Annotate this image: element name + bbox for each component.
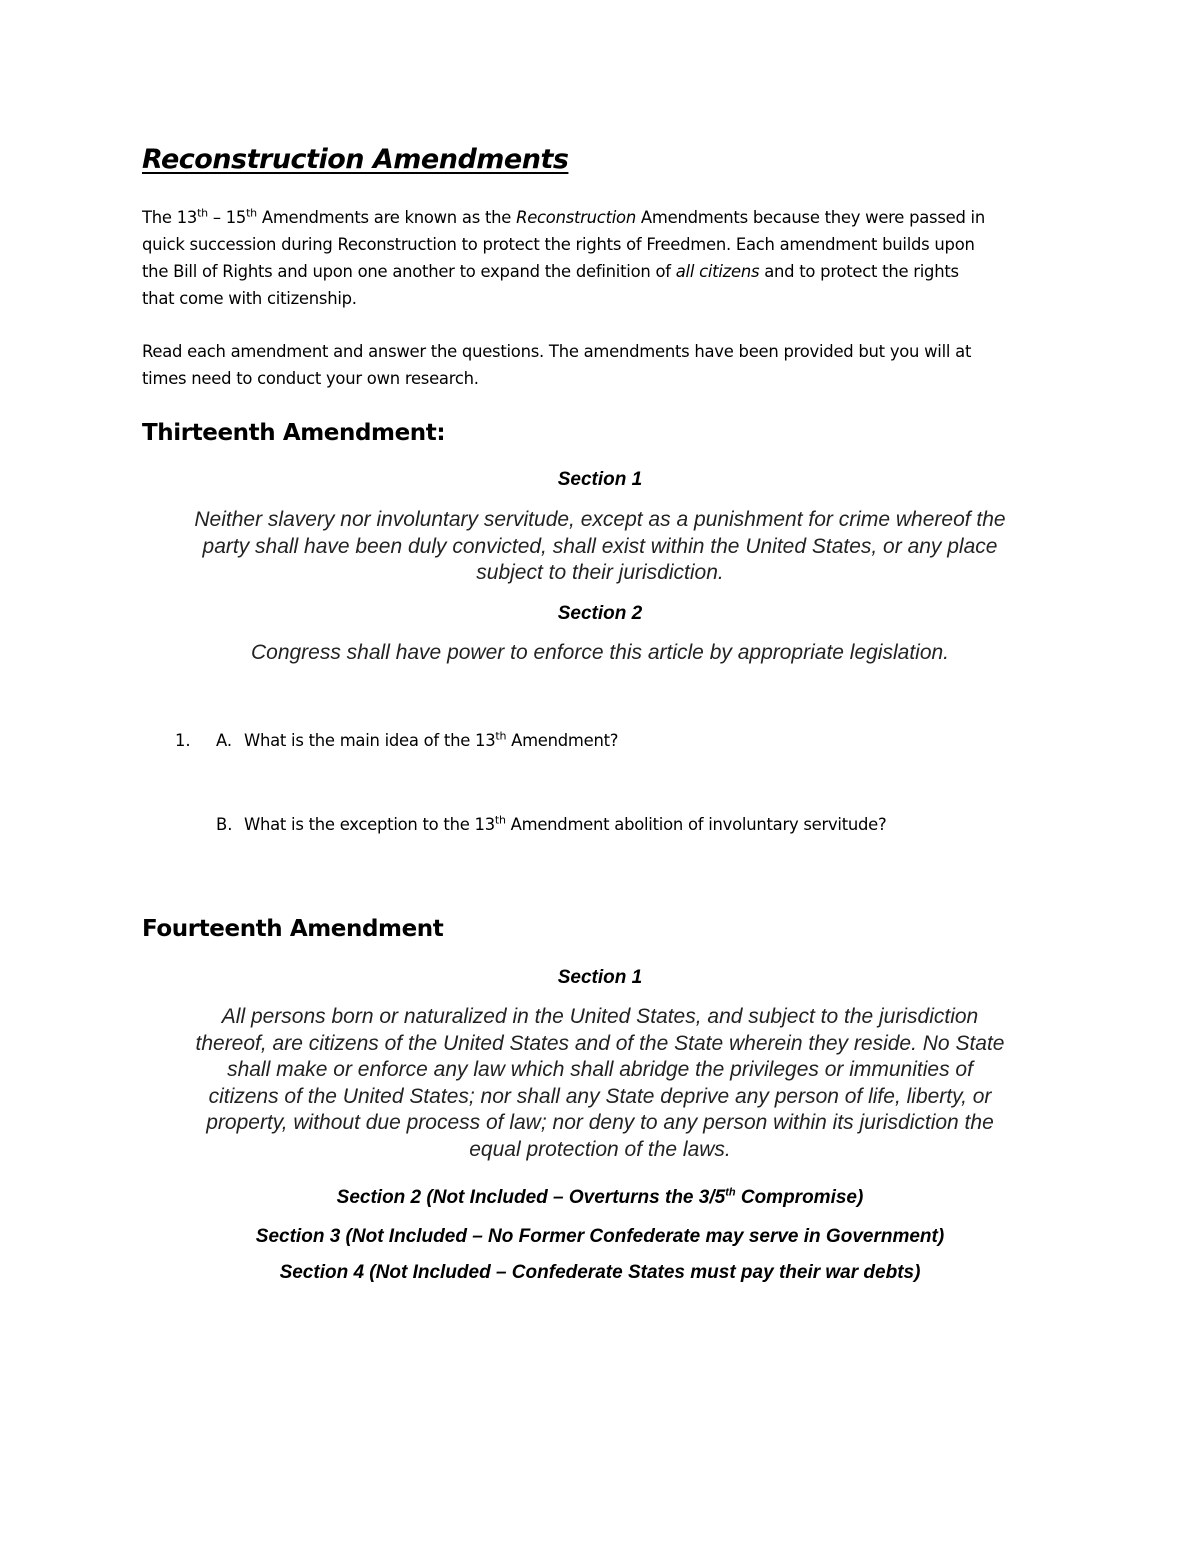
- question-text: Amendment abolition of involuntary servitude?: [505, 815, 887, 834]
- document-title: Reconstruction Amendments: [142, 144, 569, 175]
- thirteenth-section2-text: [0, 640, 1200, 667]
- quote-line: equal protection of the laws.: [469, 1137, 731, 1161]
- thirteenth-section2-label: Section 2: [557, 603, 643, 624]
- question-a-letter: A.: [216, 731, 233, 750]
- intro-text: and to protect the rights: [759, 262, 959, 281]
- superscript: th: [725, 1186, 736, 1199]
- superscript: th: [246, 206, 257, 220]
- fourteenth-section1-label: Section 1: [557, 967, 643, 988]
- question-b-letter: B.: [216, 815, 233, 834]
- quote-line: subject to their jurisdiction.: [476, 561, 724, 584]
- intro-text: Amendments are known as the: [256, 208, 517, 227]
- instructions-paragraph: [142, 338, 1062, 392]
- instructions-line-2: times need to conduct your own research.: [142, 369, 479, 388]
- fourteenth-section3-note: Section 3 (Not Included – No Former Confederate may serve in Government): [255, 1226, 945, 1247]
- fourteenth-section4-note: Section 4 (Not Included – Confederate States must pay their war debts): [279, 1262, 921, 1283]
- intro-text: Amendments because they were passed in: [635, 208, 986, 227]
- intro-line-4: that come with citizenship.: [142, 289, 357, 308]
- quote-line: citizens of the United States; nor shall any State deprive any person of life, liberty, or: [208, 1084, 992, 1108]
- intro-paragraph: [142, 204, 1062, 312]
- quote-line: thereof, are citizens of the United States and of the State wherein they reside. No State: [195, 1031, 1005, 1055]
- intro-emphasis: Reconstruction: [516, 208, 636, 227]
- quote-line: shall make or enforce any law which shall abridge the privileges or immunities of: [227, 1058, 973, 1081]
- thirteenth-section1-label: Section 1: [557, 469, 643, 490]
- fourteenth-section1-text: [0, 1004, 1200, 1163]
- instructions-line-1: Read each amendment and answer the questions. The amendments have been provided but you will at: [142, 342, 972, 361]
- quote-line: Congress shall have power to enforce this article by appropriate legislation.: [250, 641, 950, 664]
- quote-line: All persons born or naturalized in the United States, and subject to the jurisdiction: [221, 1005, 979, 1028]
- quote-line: party shall have been duly convicted, shall exist within the United States, or any place: [202, 534, 998, 558]
- intro-text: the Bill of Rights and upon one another to expand the definition of: [142, 262, 676, 281]
- note-text: Compromise): [735, 1187, 864, 1208]
- question-text: What is the exception to the 13: [244, 815, 495, 834]
- superscript: th: [495, 729, 507, 743]
- quote-line: property, without due process of law; nor deny to any person within its jurisdiction the: [206, 1111, 994, 1134]
- question-number: 1.: [175, 731, 191, 750]
- superscript: th: [197, 206, 208, 220]
- fourteenth-heading: Fourteenth Amendment: [142, 916, 444, 942]
- question-b-text: [244, 815, 886, 834]
- quote-line: Neither slavery nor involuntary servitude, except as a punishment for crime whereof the: [194, 508, 1006, 531]
- question-text: What is the main idea of the 13: [244, 731, 496, 750]
- intro-text: The 13: [142, 208, 198, 227]
- intro-line-2: quick succession during Reconstruction to protect the rights of Freedmen. Each amendment builds upon: [142, 235, 975, 254]
- question-a-text: [244, 731, 618, 750]
- superscript: th: [494, 813, 506, 827]
- intro-text: – 15: [207, 208, 247, 227]
- fourteenth-section2-note: [0, 1187, 1200, 1209]
- intro-line-3: [142, 258, 1062, 285]
- intro-emphasis: all citizens: [675, 262, 760, 281]
- thirteenth-section1-text: [0, 507, 1200, 587]
- question-text: Amendment?: [506, 731, 619, 750]
- intro-line-1: [142, 204, 1062, 231]
- thirteenth-heading: Thirteenth Amendment:: [142, 420, 446, 446]
- note-text: Section 2 (Not Included – Overturns the 3/5: [336, 1187, 726, 1208]
